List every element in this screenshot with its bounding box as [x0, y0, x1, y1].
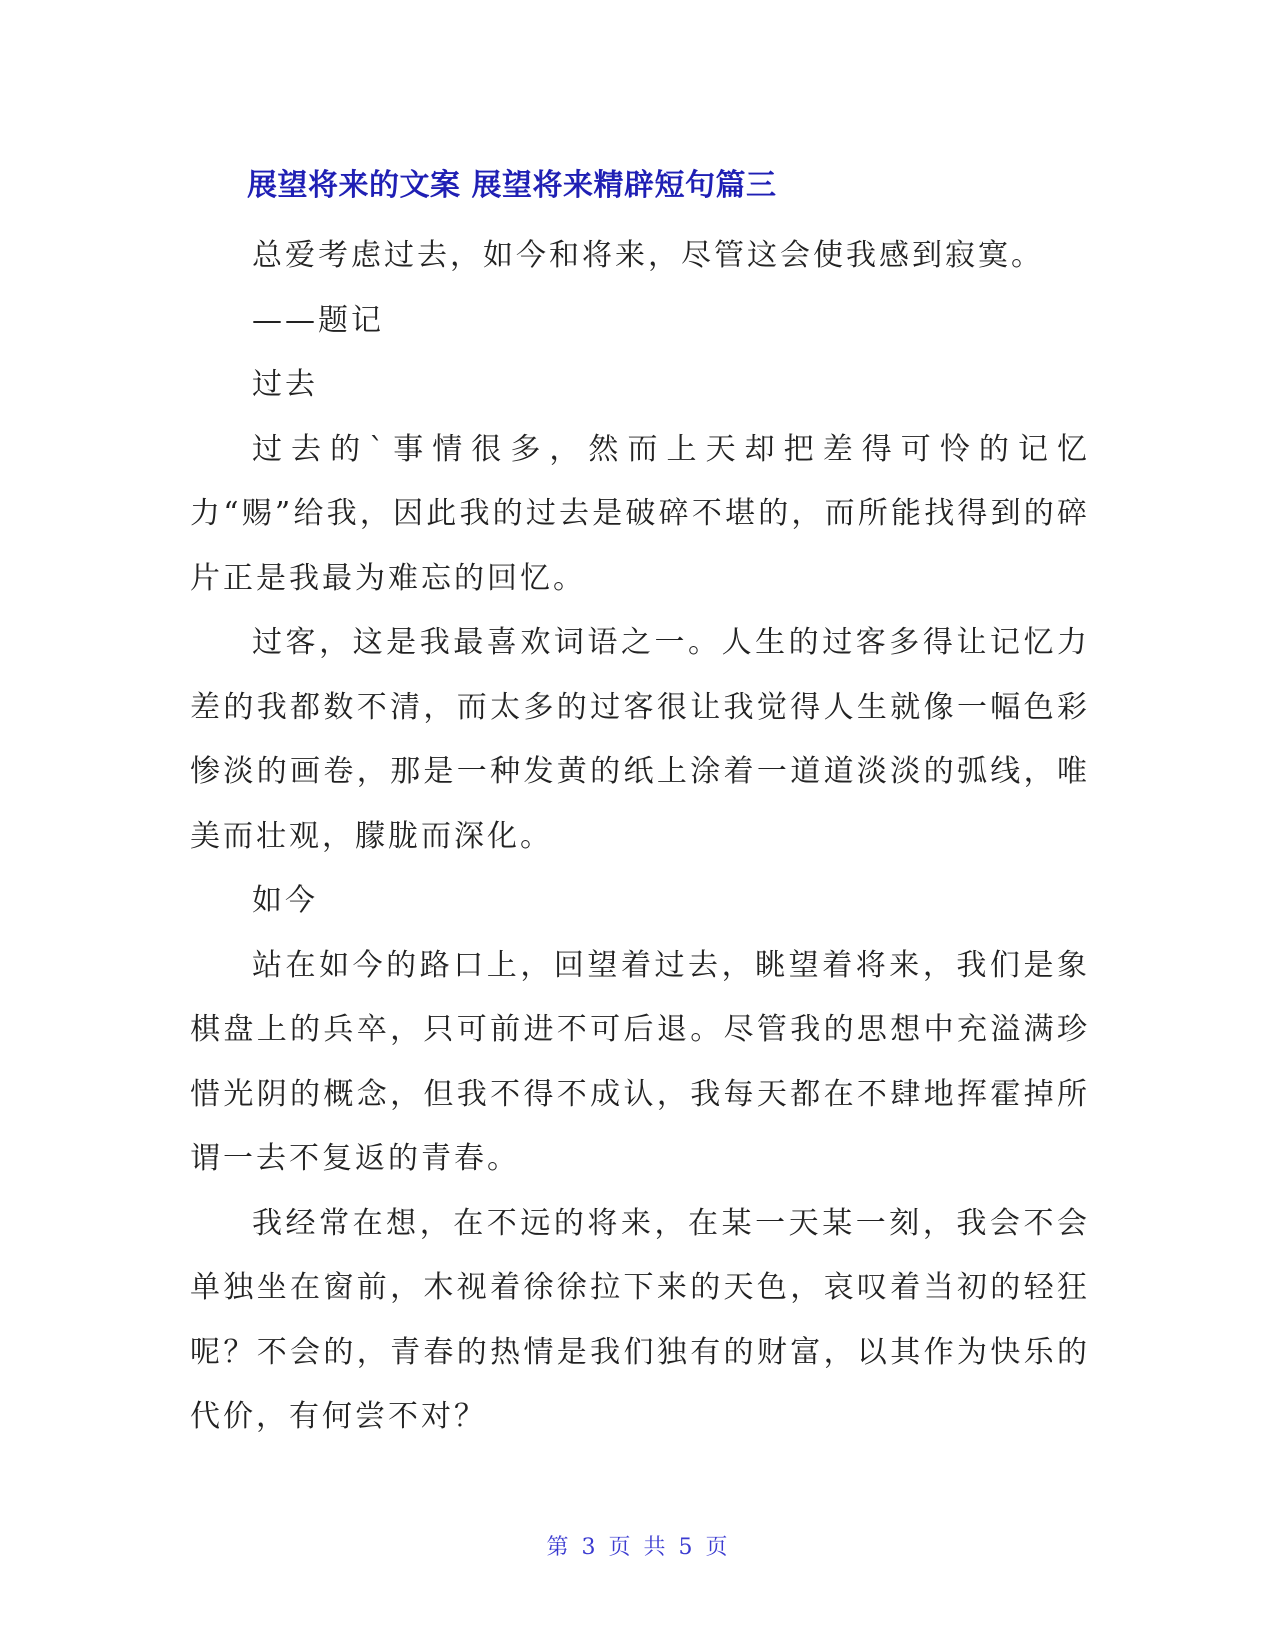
document-title: 展望将来的文案 展望将来精辟短句篇三: [247, 168, 777, 203]
paragraph-past-1: 过去的`事情很多，然而上天却把差得可怜的记忆力“赐”给我，因此我的过去是破碎不堪的，而所能找得到的碎片正是我最为难忘的回忆。: [190, 431, 1090, 596]
paragraph-past-2: 过客，这是我最喜欢词语之一。人生的过客多得让记忆力差的我都数不清，而太多的过客很让我觉得人生就像一幅色彩惨淡的画卷，那是一种发黄的纸上涂着一道道淡淡的弧线，唯美而壮观，朦胧而深化。: [190, 625, 1090, 854]
section-heading-present: 如今: [252, 883, 318, 918]
paragraph-epigraph: ——题记: [252, 302, 384, 338]
paragraph-intro: 总爱考虑过去，如今和将来，尽管这会使我感到寂寞。: [252, 238, 1044, 273]
page-number-footer: 第 3 页 共 5 页: [546, 1535, 729, 1560]
paragraph-present-1: 站在如今的路口上，回望着过去，眺望着将来，我们是象棋盘上的兵卒，只可前进不可后退。尽管我的思想中充溢满珍惜光阴的概念，但我不得不成认，我每天都在不肆地挥霍掉所谓一去不复返的青春。: [190, 947, 1090, 1176]
section-heading-past: 过去: [252, 367, 318, 402]
document-body: [190, 224, 1090, 1450]
paragraph-present-2: 我经常在想，在不远的将来，在某一天某一刻，我会不会单独坐在窗前，木视着徐徐拉下来的天色，哀叹着当初的轻狂呢？不会的，青春的热情是我们独有的财富，以其作为快乐的代价，有何尝不对？: [190, 1205, 1090, 1434]
